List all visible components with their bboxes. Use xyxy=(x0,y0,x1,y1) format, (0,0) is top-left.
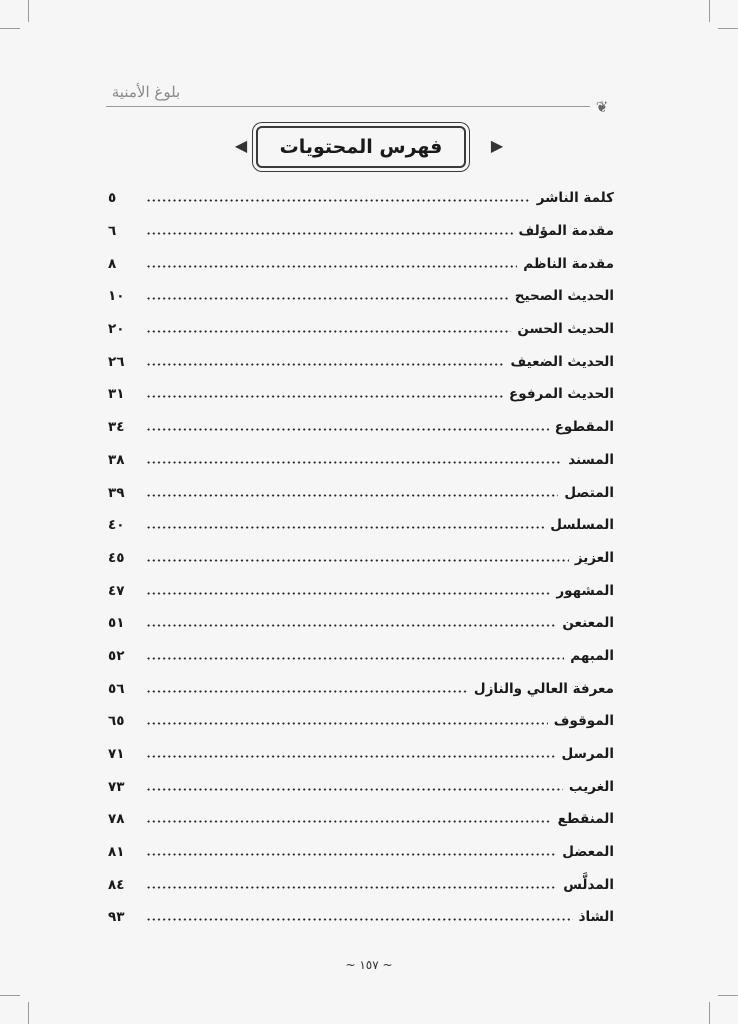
toc-entry-title: مقدمة الناظم xyxy=(523,255,614,272)
toc-entry-page: ٩٣ xyxy=(108,909,125,926)
dot-leader xyxy=(146,853,556,856)
toc-entry-page: ٤٧ xyxy=(108,582,125,599)
dot-leader xyxy=(146,886,557,889)
toc-entry-page: ٣٨ xyxy=(108,451,125,468)
dot-leader xyxy=(146,395,503,398)
dot-leader xyxy=(146,657,564,660)
toc-entry-title: المسلسل xyxy=(550,517,614,534)
toc-entry xyxy=(108,247,614,280)
toc-entry xyxy=(108,476,614,509)
crop-mark xyxy=(718,28,738,29)
toc-entry xyxy=(108,738,614,771)
toc-entry-page: ٨١ xyxy=(108,844,125,861)
toc-entry xyxy=(108,672,614,705)
toc-entry xyxy=(108,607,614,640)
toc-entry-title: الشاذ xyxy=(578,909,614,926)
toc-entry xyxy=(108,770,614,803)
toc-entry-title: المعنعن xyxy=(562,615,614,632)
toc-entry-page: ٥٦ xyxy=(108,680,125,697)
toc-entry xyxy=(108,411,614,444)
toc-entry-page: ٣٩ xyxy=(108,484,125,501)
dot-leader xyxy=(146,624,556,627)
flourish-right-icon: ▶ xyxy=(490,136,504,155)
dot-leader xyxy=(146,820,552,823)
dot-leader xyxy=(146,265,517,268)
toc-entry-page: ٧١ xyxy=(108,746,125,763)
toc-entry xyxy=(108,803,614,836)
toc-entry-title: المقطوع xyxy=(554,419,614,436)
toc-entry-title: مقدمة المؤلف xyxy=(518,223,614,240)
toc-entry xyxy=(108,836,614,869)
page-number: ~ ١٥٧ ~ xyxy=(345,958,393,972)
toc-entry-title: المعضل xyxy=(562,844,614,861)
crop-mark xyxy=(28,1002,29,1024)
toc-entry xyxy=(108,705,614,738)
page-title: فهرس المحتويات xyxy=(256,126,466,168)
dot-leader xyxy=(146,559,569,562)
toc-entry xyxy=(108,542,614,575)
dot-leader xyxy=(146,788,563,791)
toc-entry xyxy=(108,444,614,477)
crop-mark xyxy=(0,995,20,996)
crop-mark xyxy=(709,0,710,22)
toc-entry-page: ٢٠ xyxy=(108,321,125,338)
toc-entry-title: المبهم xyxy=(570,647,614,664)
toc-entry-page: ٧٨ xyxy=(108,811,125,828)
toc-entry xyxy=(108,901,614,934)
toc-entry xyxy=(108,313,614,346)
toc-entry-title: معرفة العالي والنازل xyxy=(473,680,614,697)
header-rule xyxy=(106,106,590,107)
dot-leader xyxy=(146,526,544,529)
table-of-contents xyxy=(108,182,614,934)
toc-entry-title: الحديث المرفوع xyxy=(509,386,614,403)
toc-entry xyxy=(108,868,614,901)
crop-mark xyxy=(28,0,29,22)
toc-entry-title: المتصل xyxy=(564,484,614,501)
dot-leader xyxy=(146,232,513,235)
toc-entry-page: ٤٠ xyxy=(108,517,125,534)
dot-leader xyxy=(146,722,548,725)
crop-mark xyxy=(718,995,738,996)
toc-entry-page: ٦٥ xyxy=(108,713,125,730)
toc-entry xyxy=(108,215,614,248)
toc-entry xyxy=(108,509,614,542)
floral-ornament-icon: ❦ xyxy=(595,98,609,116)
toc-entry-title: الغريب xyxy=(568,778,614,795)
toc-entry-title: كلمة الناشر xyxy=(536,190,614,207)
toc-entry-title: المدلَّس xyxy=(563,876,614,893)
toc-entry-page: ٧٣ xyxy=(108,778,125,795)
toc-entry-title: المرسل xyxy=(561,746,614,763)
toc-entry-page: ١٠ xyxy=(108,288,125,305)
dot-leader xyxy=(146,918,573,921)
dot-leader xyxy=(146,428,549,431)
toc-entry xyxy=(108,280,614,313)
toc-entry-page: ٥ xyxy=(108,190,117,207)
dot-leader xyxy=(146,690,468,693)
running-header-logo: بلوغ الأمنية xyxy=(111,83,181,101)
dot-leader xyxy=(146,755,556,758)
toc-entry-title: الحديث الصحيح xyxy=(514,288,614,305)
toc-entry-page: ٣٤ xyxy=(108,419,125,436)
toc-entry-page: ٨ xyxy=(108,255,117,272)
toc-entry xyxy=(108,574,614,607)
crop-mark xyxy=(0,28,20,29)
toc-entry-title: العزيز xyxy=(574,549,614,566)
toc-entry-title: الحديث الضعيف xyxy=(510,353,614,370)
toc-entry-page: ٨٤ xyxy=(108,876,125,893)
toc-entry xyxy=(108,345,614,378)
dot-leader xyxy=(146,494,558,497)
toc-entry-page: ٥١ xyxy=(108,615,125,632)
toc-entry-title: المشهور xyxy=(556,582,614,599)
toc-entry-title: الموقوف xyxy=(553,713,614,730)
toc-entry-title: الحديث الحسن xyxy=(517,321,614,338)
dot-leader xyxy=(146,297,509,300)
dot-leader xyxy=(146,330,511,333)
toc-entry xyxy=(108,378,614,411)
toc-entry xyxy=(108,182,614,215)
dot-leader xyxy=(146,461,562,464)
toc-entry-page: ٤٥ xyxy=(108,549,125,566)
toc-entry-page: ٢٦ xyxy=(108,353,125,370)
toc-entry-title: المنقطع xyxy=(557,811,614,828)
toc-entry-page: ٣١ xyxy=(108,386,125,403)
toc-entry-page: ٥٢ xyxy=(108,647,125,664)
dot-leader xyxy=(146,363,505,366)
toc-entry xyxy=(108,640,614,673)
toc-entry-page: ٦ xyxy=(108,223,117,240)
flourish-left-icon: ◀ xyxy=(234,136,248,155)
title-cartouche xyxy=(228,126,510,168)
dot-leader xyxy=(146,592,550,595)
toc-entry-title: المسند xyxy=(568,451,614,468)
dot-leader xyxy=(146,199,531,202)
crop-mark xyxy=(709,1002,710,1024)
